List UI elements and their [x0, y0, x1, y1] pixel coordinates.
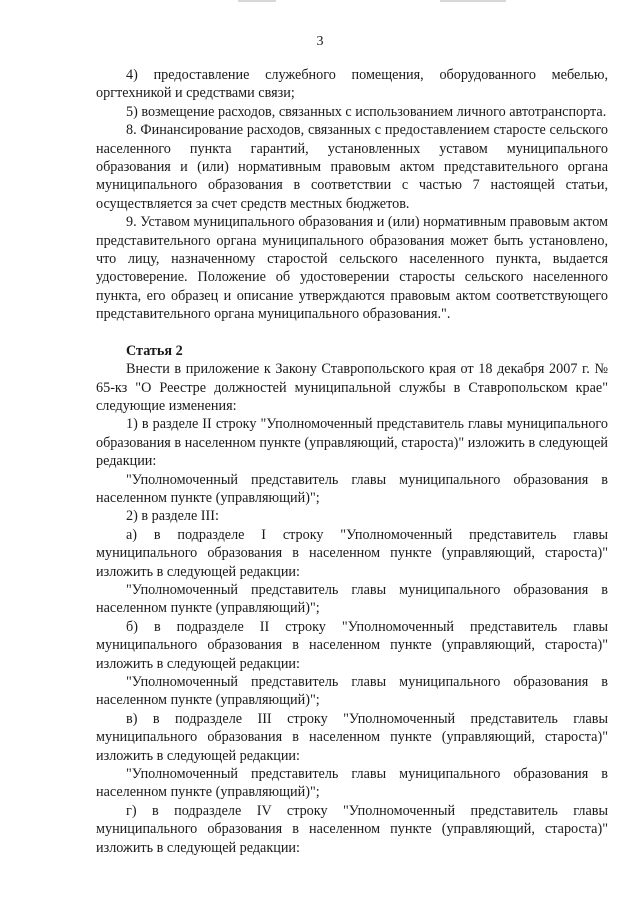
paragraph: "Уполномоченный представитель главы муниципального образования в населенном пункте (управляющий)";: [96, 766, 608, 801]
scan-artifact: [238, 0, 276, 2]
scan-artifact: [440, 0, 506, 2]
paragraph: "Уполномоченный представитель главы муниципального образования в населенном пункте (управляющий)";: [96, 471, 608, 506]
paragraph: а) в подразделе I строку "Уполномоченный представитель главы муниципального образования в населенном пункте (управляющий, староста)" изложить в следующей редакции:: [96, 526, 608, 580]
paragraph: 1) в разделе II строку "Уполномоченный представитель главы муниципального образования в населенном пункте (управляющий, староста)" изложить в следующей редакции:: [96, 416, 608, 470]
document-body: [96, 66, 608, 857]
paragraph: 5) возмещение расходов, связанных с использованием личного автотранспорта.: [126, 103, 607, 120]
paragraph: "Уполномоченный представитель главы муниципального образования в населенном пункте (управляющий)";: [96, 581, 608, 617]
paragraph: г) в подразделе IV строку "Уполномоченный представитель главы муниципального образования в населенном пункте (управляющий, староста)" изложить в следующей редакции:: [96, 802, 608, 856]
page-number: 3: [316, 34, 324, 49]
paragraph: "Уполномоченный представитель главы муниципального образования в населенном пункте (управляющий)";: [96, 674, 608, 709]
article-heading: Статья 2: [126, 342, 183, 359]
paragraph: 9. Уставом муниципального образования и (или) нормативным правовым актом представительного органа муниципального образования может быть установлено, что лицу, назначенному старостой сельского населенного пункта, выдается удостоверение. Положение об удостоверении старосты сельского населенного пункта, его образец и описание утверждаются правовым актом соответствующего представительного органа муниципального образования.".: [96, 214, 608, 323]
paragraph: б) в подразделе II строку "Уполномоченный представитель главы муниципального образования в населенном пункте (управляющий, староста)" изложить в следующей редакции:: [96, 618, 608, 672]
paragraph: 2) в разделе III:: [126, 508, 219, 525]
paragraph: 4) предоставление служебного помещения, оборудованного мебелью, оргтехникой и средствами связи;: [96, 67, 608, 102]
paragraph: 8. Финансирование расходов, связанных с предоставлением старосте сельского населенного пункта гарантий, установленных уставом муниципального образования и (или) нормативным правовым актом представительного органа муниципального образования в соответствии с частью 7 настоящей статьи, осуществляется за счет средств местных бюджетов.: [96, 122, 608, 212]
spacer: [96, 324, 608, 342]
paragraph: в) в подразделе III строку "Уполномоченный представитель главы муниципального образования в населенном пункте (управляющий, староста)" изложить в следующей редакции:: [96, 710, 608, 764]
paragraph: Внести в приложение к Закону Ставропольского края от 18 декабря 2007 г. № 65-кз "О Реестре должностей муниципальной службы в Ставропольском крае" следующие изменения:: [96, 361, 608, 414]
